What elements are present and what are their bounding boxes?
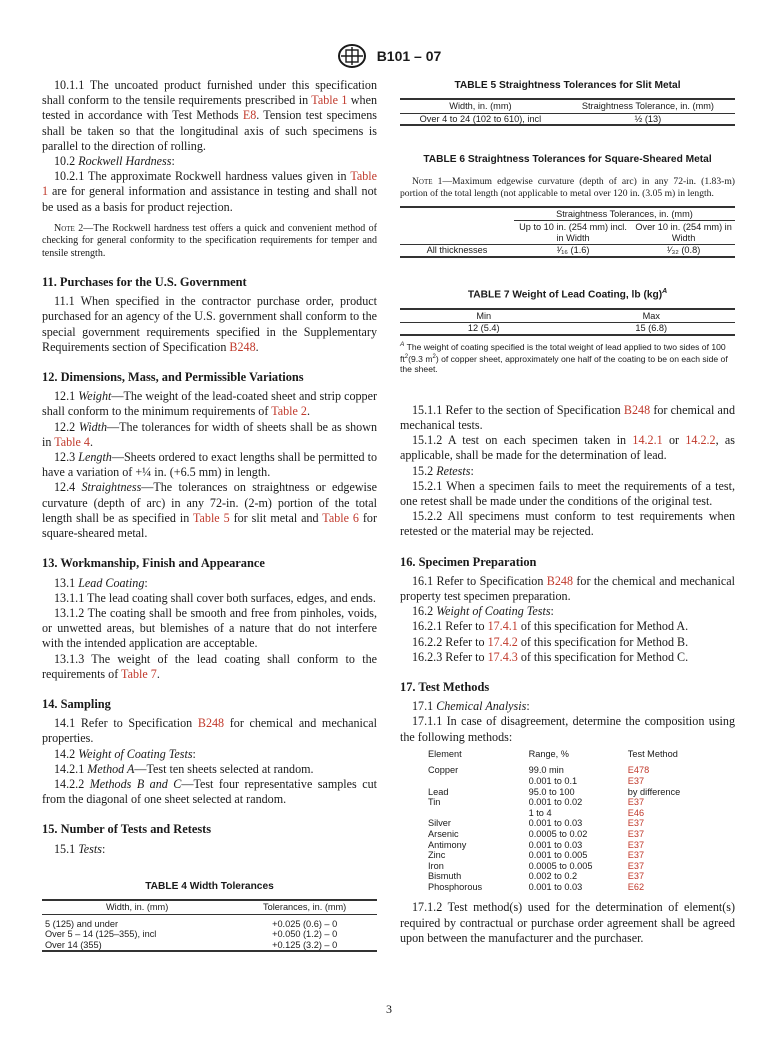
para-13-1: 13.1 Lead Coating: <box>54 575 148 590</box>
link-b248[interactable]: B248 <box>623 402 651 417</box>
link-e46[interactable]: E46 <box>627 807 645 818</box>
table-row: Zinc 0.001 to 0.005 E37 <box>400 850 735 861</box>
table-header: Up to 10 in. (254 mm) incl. in Width <box>514 221 632 245</box>
heading-15: 15. Number of Tests and Retests <box>42 822 212 837</box>
link-17-4-2[interactable]: 17.4.2 <box>487 634 518 649</box>
link-b248[interactable]: B248 <box>229 339 256 354</box>
link-e37[interactable]: E37 <box>627 775 645 786</box>
table-6 <box>400 206 735 258</box>
para-17-1-1: 17.1.1 In case of disagreement, determine the composition using the following methods: <box>400 714 735 744</box>
table-row: Phosphorous 0.001 to 0.03 E62 <box>400 882 735 893</box>
table-cell: Over 4 to 24 (102 to 610), incl <box>400 113 561 125</box>
table-header: Over 10 in. (254 mm) in Width <box>632 221 735 245</box>
para-15-2-1: 15.2.1 When a specimen fails to meet the requirements of a test, one retest shall be made under the conditions of the original test. <box>400 478 735 508</box>
link-17-4-3[interactable]: 17.4.3 <box>487 649 518 664</box>
heading-11: 11. Purchases for the U.S. Government <box>42 275 247 290</box>
heading-12: 12. Dimensions, Mass, and Permissible Variations <box>42 370 304 385</box>
para-16-2-2: 16.2.2 Refer to 17.4.2 of this specification for Method B. <box>412 634 689 649</box>
table-header: Straightness Tolerance, in. (mm) <box>561 99 735 113</box>
table-6-note: Note 1—Maximum edgewise curvature (depth of arc) in any 72-in. (1.83-m) portion of the total length (not applicable to metal over 120 in. (3.05 m) in length. <box>400 175 735 199</box>
document-id: B101 – 07 <box>376 48 442 64</box>
table-cell: 12 (5.4) <box>400 323 568 335</box>
link-e37[interactable]: E37 <box>627 839 645 850</box>
table-cell: 5 (125) and under <box>45 918 119 929</box>
para-15-2: 15.2 Retests: <box>412 463 474 478</box>
link-e37[interactable]: E37 <box>627 860 645 871</box>
table-header: Width, in. (mm) <box>42 900 232 914</box>
table-7 <box>400 308 735 336</box>
heading-13: 13. Workmanship, Finish and Appearance <box>42 556 265 571</box>
para-14-1: 14.1 Refer to Specification B248 for chemical and mechanical properties. <box>42 716 377 746</box>
heading-16: 16. Specimen Preparation <box>400 554 537 569</box>
table-4 <box>42 899 377 952</box>
para-10-1-1: 10.1.1 The uncoated product furnished under this specification shall conform to the tensile requirements prescribed in Table 1 when tested in accordance with Test Methods E8. Tension test specimens shall be taken so that the longitudinal axis of such specimens is parallel to the direction of rolling. <box>42 78 378 153</box>
link-table-1[interactable]: Table 1 <box>311 93 348 108</box>
table-cell: +0.050 (1.2) – 0 <box>272 929 338 940</box>
para-16-2: 16.2 Weight of Coating Tests: <box>412 604 554 619</box>
para-16-1: 16.1 Refer to Specification B248 for the chemical and mechanical property test specimen preparation. <box>400 573 735 603</box>
table-group-header: Straightness Tolerances, in. (mm) <box>514 207 735 221</box>
link-14-2-2[interactable]: 14.2.2 <box>685 433 716 448</box>
link-table-1[interactable]: Table 1 <box>42 169 377 199</box>
table-row <box>42 914 377 929</box>
table-row: 0.001 to 0.1 E37 <box>400 776 735 787</box>
table-cell: +0.125 (3.2) – 0 <box>232 940 377 952</box>
para-16-2-3: 16.2.3 Refer to 17.4.3 of this specification for Method C. <box>412 649 689 664</box>
para-16-2-1: 16.2.1 Refer to 17.4.1 of this specification for Method A. <box>412 619 689 634</box>
table-row: Arsenic 0.0005 to 0.02 E37 <box>400 829 735 840</box>
link-table-6[interactable]: Table 6 <box>322 510 359 525</box>
link-e37[interactable]: E37 <box>627 818 645 829</box>
table-header: Max <box>568 309 736 323</box>
table-row: Copper 99.0 min E478 <box>400 765 735 776</box>
link-table-4[interactable]: Table 4 <box>54 434 90 449</box>
table-cell: ¹⁄₁₆ (1.6) <box>514 245 632 257</box>
table-5 <box>400 98 735 126</box>
table-4-title: TABLE 4 Width Tolerances <box>145 880 274 892</box>
para-14-2-1: 14.2.1 Method A—Test ten sheets selected at random. <box>54 761 314 776</box>
table-row: 1 to 4 E46 <box>400 808 735 819</box>
para-13-1-3: 13.1.3 The weight of the lead coating shall conform to the requirements of Table 7. <box>42 651 377 681</box>
link-e62[interactable]: E62 <box>627 881 645 892</box>
para-13-1-2: 13.1.2 The coating shall be smooth and free from pinholes, voids, or unwetted areas, but blemishes of a nature that do not interfere with the intended application are acceptable. <box>42 605 377 651</box>
page-header <box>0 44 778 70</box>
table-7-title: TABLE 7 Weight of Lead Coating, lb (kg)$^A$ <box>467 287 668 301</box>
page-number: 3 <box>386 1002 392 1016</box>
para-15-1-2: 15.1.2 A test on each specimen taken in 14.2.1 or 14.2.2, as applicable, shall be made for the determination of lead. <box>400 433 736 463</box>
para-15-1: 15.1 Tests: <box>54 841 106 856</box>
table-row: Tin 0.001 to 0.02 E37 <box>400 797 735 808</box>
table-header: Min <box>400 309 568 323</box>
table-row <box>42 940 377 952</box>
link-e37[interactable]: E37 <box>627 797 645 808</box>
link-b248[interactable]: B248 <box>197 716 225 731</box>
table-cell: ¹⁄₃₂ (0.8) <box>632 245 735 257</box>
left-column <box>42 78 377 952</box>
table-row: Lead 95.0 to 100 by difference <box>428 786 681 797</box>
table-row <box>400 245 735 257</box>
table-row: Silver 0.001 to 0.03 E37 <box>400 818 735 829</box>
link-table-7[interactable]: Table 7 <box>121 666 157 681</box>
table-cell: Over 5 – 14 (125–355), incl <box>45 929 157 940</box>
para-17-1-2: 17.1.2 Test method(s) used for the determination of element(s) required by contractual or purchase order agreement shall be agreed upon between the manufacturer and the purchaser. <box>400 900 735 945</box>
para-12-1: 12.1 Weight—The weight of the lead-coated sheet and strip copper shall conform to the minimum requirements of Table 2. <box>42 389 377 419</box>
table-cell: +0.025 (0.6) – 0 <box>272 918 338 929</box>
link-17-4-1[interactable]: 17.4.1 <box>487 619 518 634</box>
table-header: Range, % <box>528 748 569 759</box>
para-14-2: 14.2 Weight of Coating Tests: <box>54 746 196 761</box>
table-cell: 15 (6.8) <box>568 323 736 335</box>
table-header: Tolerances, in. (mm) <box>232 900 377 914</box>
table-header: Width, in. (mm) <box>400 99 561 113</box>
heading-17: 17. Test Methods <box>400 679 490 694</box>
para-10-2-1: 10.2.1 The approximate Rockwell hardness values given in Table 1 are for general information and assistance in testing and shall not be used as a basis for product rejection. <box>42 169 377 214</box>
link-b248[interactable]: B248 <box>546 573 574 588</box>
heading-14: 14. Sampling <box>42 696 111 711</box>
para-12-2: 12.2 Width—The tolerances for width of sheets shall be as shown in Table 4. <box>42 419 377 449</box>
para-10-2: 10.2 Rockwell Hardness: <box>54 154 175 169</box>
para-15-1-1: 15.1.1 Refer to the section of Specification B248 for chemical and mechanical tests. <box>400 402 735 432</box>
table-header: Element <box>428 748 462 759</box>
para-14-2-2: 14.2.2 Methods B and C—Test four representative samples cut from the diagonal of one sheet selected at random. <box>42 776 377 807</box>
table-row <box>400 323 735 335</box>
link-table-2[interactable]: Table 2 <box>271 404 307 419</box>
table-row <box>400 113 735 125</box>
table-5-title: TABLE 5 Straightness Tolerances for Slit Metal <box>454 80 681 91</box>
link-e478[interactable]: E478 <box>627 765 650 776</box>
link-e37[interactable]: E37 <box>627 871 645 882</box>
para-15-2-2: 15.2.2 All specimens must conform to test requirements when retested or the material may be rejected. <box>400 509 735 539</box>
table-header: Test Method <box>627 748 678 759</box>
para-12-4: 12.4 Straightness—The tolerances on straightness or edgewise curvature (depth of arc) in any 72-in. (2-m) portion of the total length shall be as specified in Table 5 for slit metal and Table 6 for square-sheared metal. <box>42 480 377 541</box>
link-e37[interactable]: E37 <box>627 850 645 861</box>
para-11-1: 11.1 When specified in the contractor purchase order, product purchased for an agency of the U.S. government shall conform to the special government requirements specified in the Supplementary Requirements section of Specification B248. <box>42 294 377 354</box>
para-17-1: 17.1 Chemical Analysis: <box>412 699 530 714</box>
chemical-methods-table <box>400 747 735 893</box>
table-cell: Over 14 (355) <box>42 940 232 952</box>
para-12-3: 12.3 Length—Sheets ordered to exact lengths shall be permitted to have a variation of +¼ in. (+6.5 mm) in length. <box>42 450 377 480</box>
note-2: Note 2—The Rockwell hardness test offers a quick and convenient method of checking for general conformity to the specification requirements for temper and tensile strength. <box>42 222 377 259</box>
table-row: Iron 0.0005 to 0.005 E37 <box>400 861 735 872</box>
right-column <box>400 78 735 946</box>
table-cell: All thicknesses <box>400 245 514 257</box>
table-6-title: TABLE 6 Straightness Tolerances for Square-Sheared Metal <box>423 154 712 166</box>
table-7-footnote: $^A$ The weight of coating specified is the total weight of lead applied to two sides of 100 $ft^2(9.3$ $m^2$) of copper sheet, approximately one half of the coating to be on each side of the sheet. <box>400 340 728 375</box>
astm-logo-icon <box>337 44 367 68</box>
table-row: Bismuth 0.002 to 0.2 E37 <box>400 871 735 882</box>
table-row: Antimony 0.001 to 0.03 E37 <box>400 840 735 851</box>
para-13-1-1: 13.1.1 The lead coating shall cover both surfaces, edges, and ends. <box>54 590 376 605</box>
link-e8[interactable]: E8 <box>242 108 257 123</box>
link-e37[interactable]: E37 <box>627 828 645 839</box>
link-table-5[interactable]: Table 5 <box>192 510 230 525</box>
table-cell: ½ (13) <box>561 113 735 125</box>
table-row <box>42 929 377 940</box>
link-14-2-1[interactable]: 14.2.1 <box>632 433 663 448</box>
